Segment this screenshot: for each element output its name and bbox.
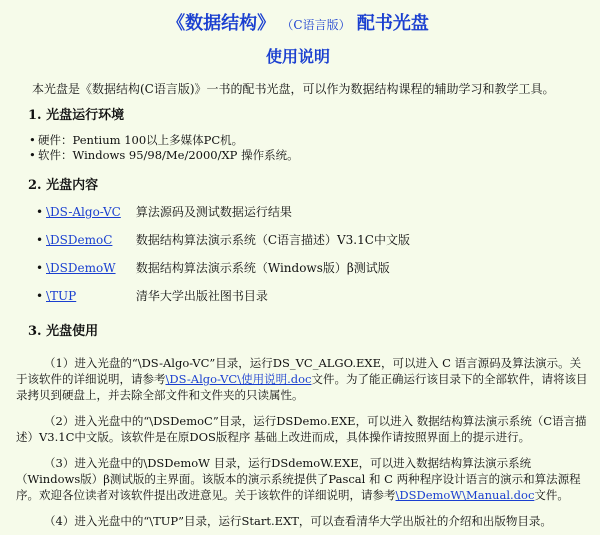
page-title: [10, 12, 586, 37]
usage-paragraph-1: （1）进入光盘的“\DS-Algo-VC”目录，运行DS_VC_ALGO.EXE，可以进入 C 语言源码及算法演示。关于该软件的详细说明，请参考\DS-Algo-VC\使用说明.doc文件。为了能正确运行该目录下的全部软件，请将该目录拷贝到硬盘上，并去除全部文件和文件夹的只读属性。: [16, 356, 588, 402]
link-dsdemoc[interactable]: \DSDemoC: [46, 233, 113, 247]
link-tup[interactable]: \TUP: [46, 289, 77, 303]
item-desc: 数据结构算法演示系统（Windows版）β测试版: [135, 261, 390, 275]
section3-heading: 3. 光盘使用: [28, 324, 99, 339]
section1-heading: 1. 光盘运行环境: [28, 108, 125, 123]
env-list: [10, 133, 586, 163]
link-usage-doc[interactable]: \DS-Algo-VC\使用说明.doc: [165, 372, 312, 386]
link-manual-doc[interactable]: \DSDemoW\Manual.doc: [395, 488, 535, 502]
item-desc: 数据结构算法演示系统（C语言描述）V3.1C中文版: [135, 233, 410, 247]
link-ds-algo-vc[interactable]: \DS-Algo-VC: [46, 205, 121, 219]
item-desc: 算法源码及测试数据运行结果: [135, 205, 292, 219]
link-dsdemow[interactable]: \DSDemoW: [46, 261, 116, 275]
title-tail: 配书光盘: [356, 13, 429, 34]
list-item: • 硬件：Pentium 100以上多媒体PC机。: [38, 133, 586, 148]
title-main: 《数据结构》: [167, 13, 276, 34]
title-edition: （C语言版）: [281, 18, 351, 32]
list-item: • 软件：Windows 95/98/Me/2000/XP 操作系统。: [38, 148, 586, 163]
item-desc: 清华大学出版社图书目录: [135, 289, 268, 303]
list-item: [46, 289, 586, 317]
list-item: [46, 261, 586, 289]
page-subtitle: 使用说明: [265, 47, 330, 66]
content-list: [10, 205, 586, 317]
intro-text: 本光盘是《数据结构(C语言版)》一书的配书光盘，可以作为数据结构课程的辅助学习和教学工具。: [32, 82, 555, 96]
list-item: [46, 233, 586, 261]
section2-heading: 2. 光盘内容: [28, 178, 99, 193]
usage-paragraph-4: （4）进入光盘中的“\TUP”目录，运行Start.EXT，可以查看清华大学出版社的介绍和出版物目录。: [44, 514, 552, 528]
usage-paragraph-2: （2）进入光盘中的“\DSDemoC”目录，运行DSDemo.EXE，可以进入 数据结构算法演示系统（C语言描述）V3.1C中文版。该软件是在原DOS版程序 基础上改进而成，具体操作请按照界面上的提示进行。: [16, 414, 587, 444]
usage-paragraph-3: （3）进入光盘中的\DSDemoW 目录，运行DSdemoW.EXE，可以进入数据结构算法演示系统（Windows版）β测试版的主界面。该版本的演示系统提供了Pascal 和 C 两种程序设计语言的演示和算法源程序。欢迎各位读者对该软件提出改进意见。关于该软件的详细说明，请参考\DSDemoW\Manual.doc文件。: [16, 456, 581, 502]
list-item: [46, 205, 586, 233]
